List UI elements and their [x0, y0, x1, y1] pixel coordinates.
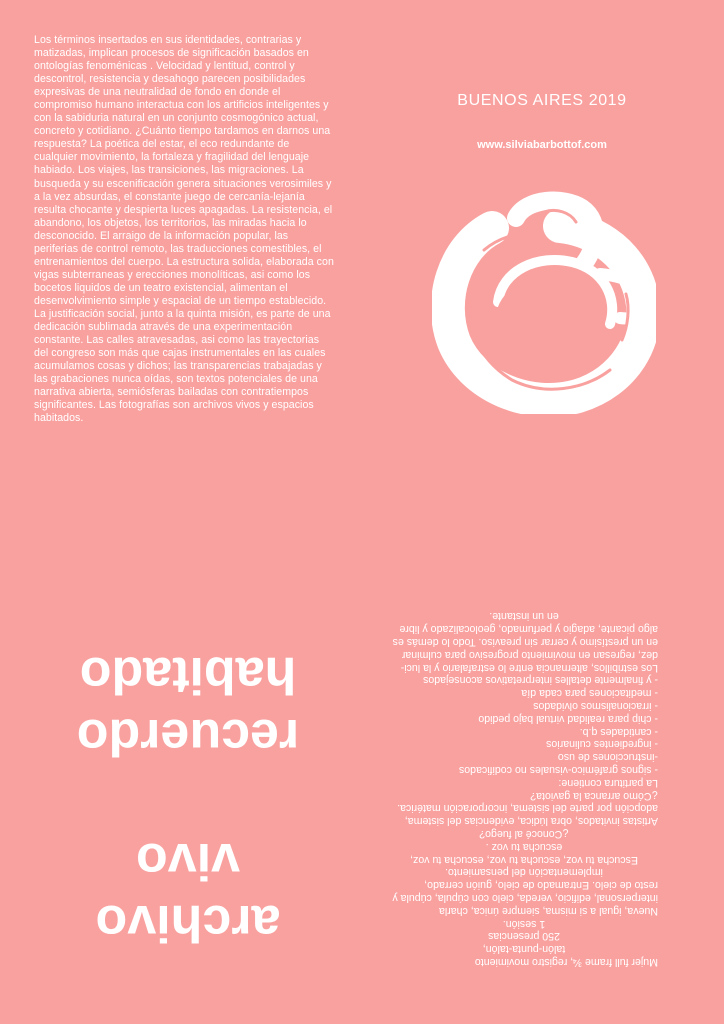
program-line: - cantidades q.b.	[579, 725, 658, 738]
program-line: 1 sesión.	[502, 917, 546, 930]
program-line: -instrucciones de uso	[557, 751, 658, 764]
stylized-ring-logo-icon	[432, 190, 656, 414]
program-line: talón-punta-talón,	[482, 943, 566, 956]
program-line: resto de cielo. Entramado de cielo, guión cerrado,	[424, 879, 658, 892]
program-text	[390, 566, 658, 968]
website-link[interactable]: www.silviabarbottof.com	[477, 139, 607, 151]
program-line: en un prestísimo y cerrar sin preaviso. Todo lo demás es	[392, 636, 658, 649]
intro-paragraph: Los términos insertados en sus identidades, contrarias y matizadas, implican procesos de significación basados en ontologías fenoménicas . Velocidad y lentitud, control y descontrol, resistencia y desahogo parecen posibilidades expresivas de una neutralidad de fondo en donde el compromiso humano interactua con los artificios inteligentes y con la sabiduria natural en un conjunto cosmogónico actual, concreto y cotidiano. ¿Cuánto tiempo tardamos en darnos una respuesta? La poética del estar, el eco redundante de cualquier movimiento, la fortaleza y fragilidad del lenguaje habiado. Los viajes, las transiciones, las migraciones. La busqueda y su escenificación genera situaciones verosimiles y a la vez absurdas, el constante juego de cercanía-lejanía resulta chocante y despierta luces apagadas. La resistencia, el abandono, los objetos, los territorios, las miradas hacia lo desconocido. El arraigo de la información popular, las periferias de control remoto, las traducciones comestibles, el entrenamientos del cuerpo. La estructura solida, elaborada con vigas subterraneas y erecciones monolíticas, asi como los bocetos liquidos de un teatro existencial, alimentan el desenvolvimiento simple y espacial de un tiempo establecido. La justificación social, junto a la quinta misión, es parte de una dedicación sublimada através de una experimentación constante. Las calles atravesadas, asi como las trayectorias del congreso son más que cajas instrumentales en las cuales acumulamos cosas y dichos; las transparencias trabajadas y las grabaciones nunca oídas, son textos potenciales de una narrativa abierta, semiósferas bailadas con contratiempos significantes. Las fotografías son archivos vivos y espacios habitados.	[34, 34, 334, 425]
program-line: Nueva, igual a si misma, siempre única, charla	[438, 904, 658, 917]
program-line: Mujer full frame ¾, registro movimiento	[474, 956, 658, 968]
program-line: - meditaciones para cada día	[521, 687, 658, 700]
program-line: implementación del pensamiento.	[445, 866, 603, 879]
program-line: - signos grafémico-visuales no codificados	[458, 764, 658, 777]
title-line-habitado: habitado	[79, 646, 297, 704]
title-line-archivo: archivo	[95, 894, 281, 952]
program-line: - chip para realidad virtual bajo pedido	[478, 712, 658, 725]
program-line: dez, regresan en movimiento progresivo para culminar	[401, 648, 658, 661]
program-line: ¿Conocé al fuego?	[479, 828, 569, 841]
program-line: Los estribillos, alternancia entre lo estrafalario y la luci-	[400, 661, 658, 674]
title-spacer	[58, 768, 318, 830]
program-line: en un instante.	[489, 610, 559, 623]
program-line: 250 presencias	[488, 930, 560, 943]
program-line: interpersonal, edificio, vereda, cielo con cúpula, cúpula y	[392, 892, 658, 905]
program-line: adopción por parte del sistema, incorporación matérica.	[397, 802, 658, 815]
title-line-recuerdo: recuerdo	[76, 708, 300, 766]
program-line: Escucha tu voz, escucha tu voz, escucha tu voz,	[410, 853, 638, 866]
event-title: BUENOS AIRES 2019	[457, 92, 627, 109]
program-line: escucha tu voz .	[485, 840, 563, 853]
program-line: - y finalmente detalles interpretativos aconsejados	[423, 674, 658, 687]
program-line: algo picante, adagio y perfumado, geolocalizado y libre	[399, 623, 658, 636]
program-line: ¿Cómo arranca la gaviota?	[530, 789, 658, 802]
program-line: - irracionalismos olvidados	[533, 700, 658, 713]
title-line-vivo: vivo	[135, 832, 241, 890]
big-title	[58, 594, 318, 954]
program-line: - ingredientes culinarios	[546, 738, 658, 751]
program-line: La partitura contiene:	[558, 776, 658, 789]
program-line: Artistas invitados, obra lúdica, evidencias del sistema,	[404, 815, 658, 828]
